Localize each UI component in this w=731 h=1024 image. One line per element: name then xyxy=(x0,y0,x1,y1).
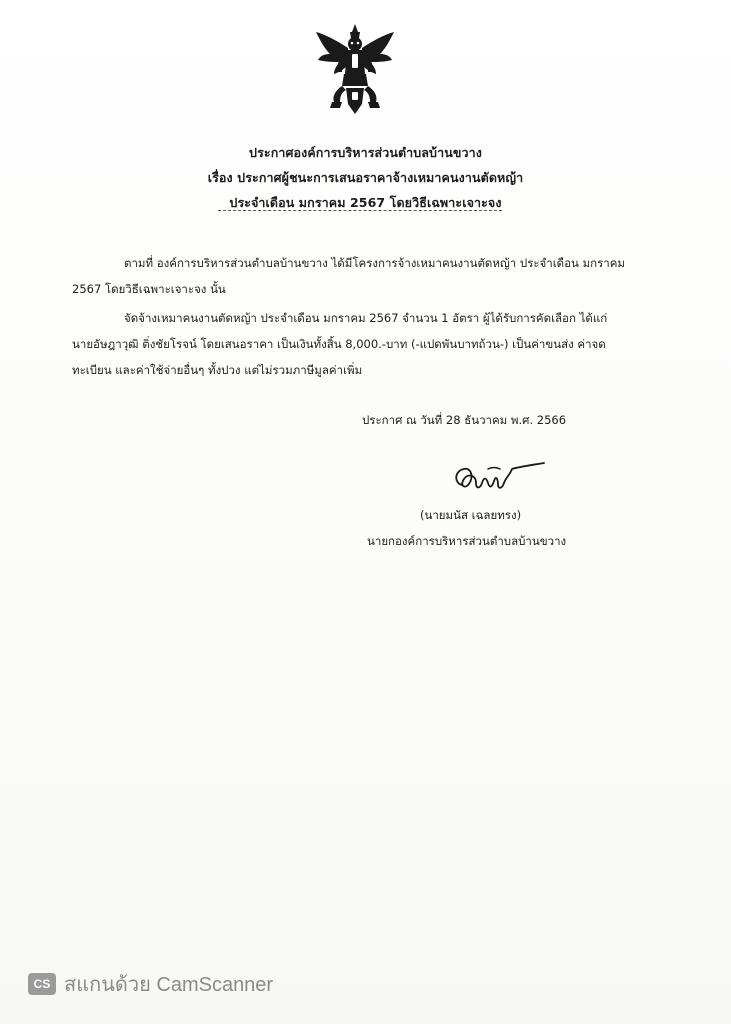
header-subject: เรื่อง ประกาศผู้ชนะการเสนอราคาจ้างเหมาคนงานตัดหญ้า xyxy=(207,170,524,185)
signature-icon xyxy=(448,455,548,499)
paragraph-2 xyxy=(72,305,672,383)
paragraph-2-line-1: จัดจ้างเหมาคนงานตัดหญ้า ประจำเดือน มกราคม 2567 จำนวน 1 อัตรา ผู้ได้รับการคัดเลือก ได้แก่ xyxy=(124,311,608,325)
camscanner-watermark xyxy=(28,968,273,1000)
paragraph-1-line-1: ตามที่ องค์การบริหารส่วนตำบลบ้านขวาง ได้มีโครงการจ้างเหมาคนงานตัดหญ้า ประจำเดือน มกราคม xyxy=(124,256,626,270)
paragraph-2-line-2: นายอัษฎาวุฒิ ติ่งชัยโรจน์ โดยเสนอราคา เป็นเงินทั้งสิ้น 8,000.-บาท (-แปดพันบาทถ้วน-) เป็นค่าขนส่ง ค่าจด xyxy=(72,337,606,351)
header-period: ประจำเดือน มกราคม 2567 โดยวิธีเฉพาะเจาะจง xyxy=(229,195,502,210)
garuda-emblem-icon xyxy=(312,22,398,118)
paragraph-1-line-2: 2567 โดยวิธีเฉพาะเจาะจง นั้น xyxy=(72,282,226,296)
paragraph-1 xyxy=(72,250,672,302)
header-organization: ประกาศองค์การบริหารส่วนตำบลบ้านขวาง xyxy=(249,145,482,160)
paragraph-2-line-3: ทะเบียน และค่าใช้จ่ายอื่นๆ ทั้งปวง แต่ไม่รวมภาษีมูลค่าเพิ่ม xyxy=(72,363,363,377)
camscanner-text: สแกนด้วย CamScanner xyxy=(64,974,274,996)
announcement-header xyxy=(0,140,731,215)
header-divider xyxy=(218,210,502,211)
signatory-name: (นายมนัส เฉลยทรง) xyxy=(420,508,522,522)
signatory-title: นายกองค์การบริหารส่วนตำบลบ้านขวาง xyxy=(367,534,567,548)
announcement-date: ประกาศ ณ วันที่ 28 ธันวาคม พ.ศ. 2566 xyxy=(362,413,567,427)
camscanner-logo-icon: CS xyxy=(28,973,56,995)
